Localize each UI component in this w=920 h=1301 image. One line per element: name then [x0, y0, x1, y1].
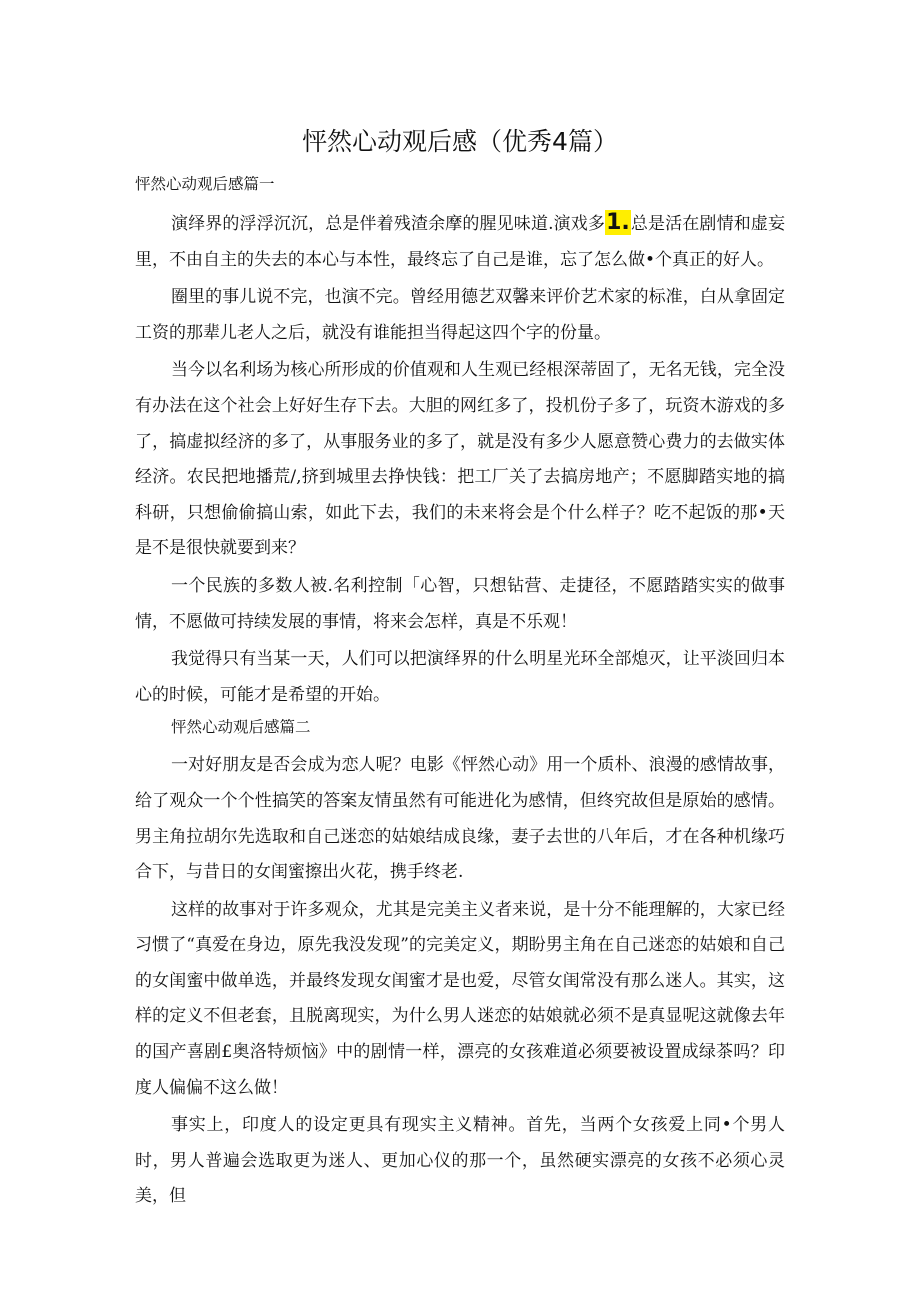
- document-title: 怦然心动观后感（优秀4篇）: [302, 127, 618, 156]
- paragraph-text: 演绎界的浮浮沉沉，总是伴着残渣余摩的腥见味道.演戏多: [171, 214, 606, 234]
- paragraph: 一个民族的多数人被.名利控制「心智，只想钻营、走捷径，不愿踏踏实实的做事情，不愿做可持续发展的事情，将来会怎样，真是不乐观！: [135, 575, 785, 632]
- paragraph: 我觉得只有当某一天，人们可以把演绎界的什么明星光环全部熄灭，让平淡回归本心的时候，可能才是希望的开始。: [135, 649, 785, 705]
- paragraph: 事实上，印度人的设定更具有现实主义精神。首先，当两个女孩爱上同•个男人时，男人普遍会选取更为迷人、更加心仪的那一个，虽然硬实漂亮的女孩不必须心灵美，但: [135, 1115, 785, 1207]
- document-body: [135, 172, 785, 1217]
- paragraph: 这样的故事对于许多观众，尤其是完美主义者来说，是十分不能理解的，大家已经习惯了“真爱在身边，原先我没发现”的完美定义，期盼男主角在自己迷恋的姑娘和自己的女闺蜜中做单选，并最终发现女闺蜜才是也爱，尽管女闺常没有那么迷人。其实，这样的定义不但老套，且脱离现实，为什么男人迷恋的姑娘就必须不是真显呢这就像去年的国产喜剧£奥洛特烦恼》中的剧情一样，漂亮的女孩难道必须要被设置成绿茶吗？印度人偏偏不这么做！: [135, 899, 785, 1098]
- paragraph: 一对好朋友是否会成为恋人呢？电影《怦然心动》用一个质朴、浪漫的感情故事，给了观众一个个性搞笑的答案友情虽然有可能进化为感情，但终究故但是原始的感情。男主角拉胡尔先选取和自己迷恋的姑娘结成良缘，妻子去世的八年后，才在各种机缘巧合下，与昔日的女闺蜜擦出火花，携手终老.: [135, 755, 785, 883]
- section-heading-2: 怦然心动观后感篇二: [171, 718, 311, 737]
- section-heading-1: 怦然心动观后感篇一: [135, 175, 275, 193]
- highlighted-marker: 1.: [606, 210, 630, 235]
- paragraph: 当今以名利场为核心所形成的价值观和人生观已经根深蒂固了，无名无钱，完全没有办法在这个社会上好好生存下去。大胆的网红多了，投机份子多了，玩资木游戏的多了，搞虚拟经济的多了，从事服务业的多了，就是没有多少人愿意赞心费力的去做实体经济。农民把地播荒/,挤到城里去挣快钱：把工厂关了去搞房地产；不愿脚踏实地的搞科研，只想偷偷搞山索，如此下去，我们的未来将会是个什么样子？吃不起饭的那•天是不是很快就要到来？: [135, 360, 785, 559]
- paragraph: [135, 205, 785, 278]
- paragraph-text: 总是活在剧情和虚妄里，不由自主的失去的本心与本性，最终忘了自己是谁，忘了怎么做•个真正的好人。: [135, 214, 785, 270]
- paragraph: 圈里的事儿说不完，也演不完。曾经用德艺双馨来评价艺术家的标准，白从拿固定工资的那辈儿老人之后，就没有谁能担当得起这四个字的份量。: [135, 287, 785, 343]
